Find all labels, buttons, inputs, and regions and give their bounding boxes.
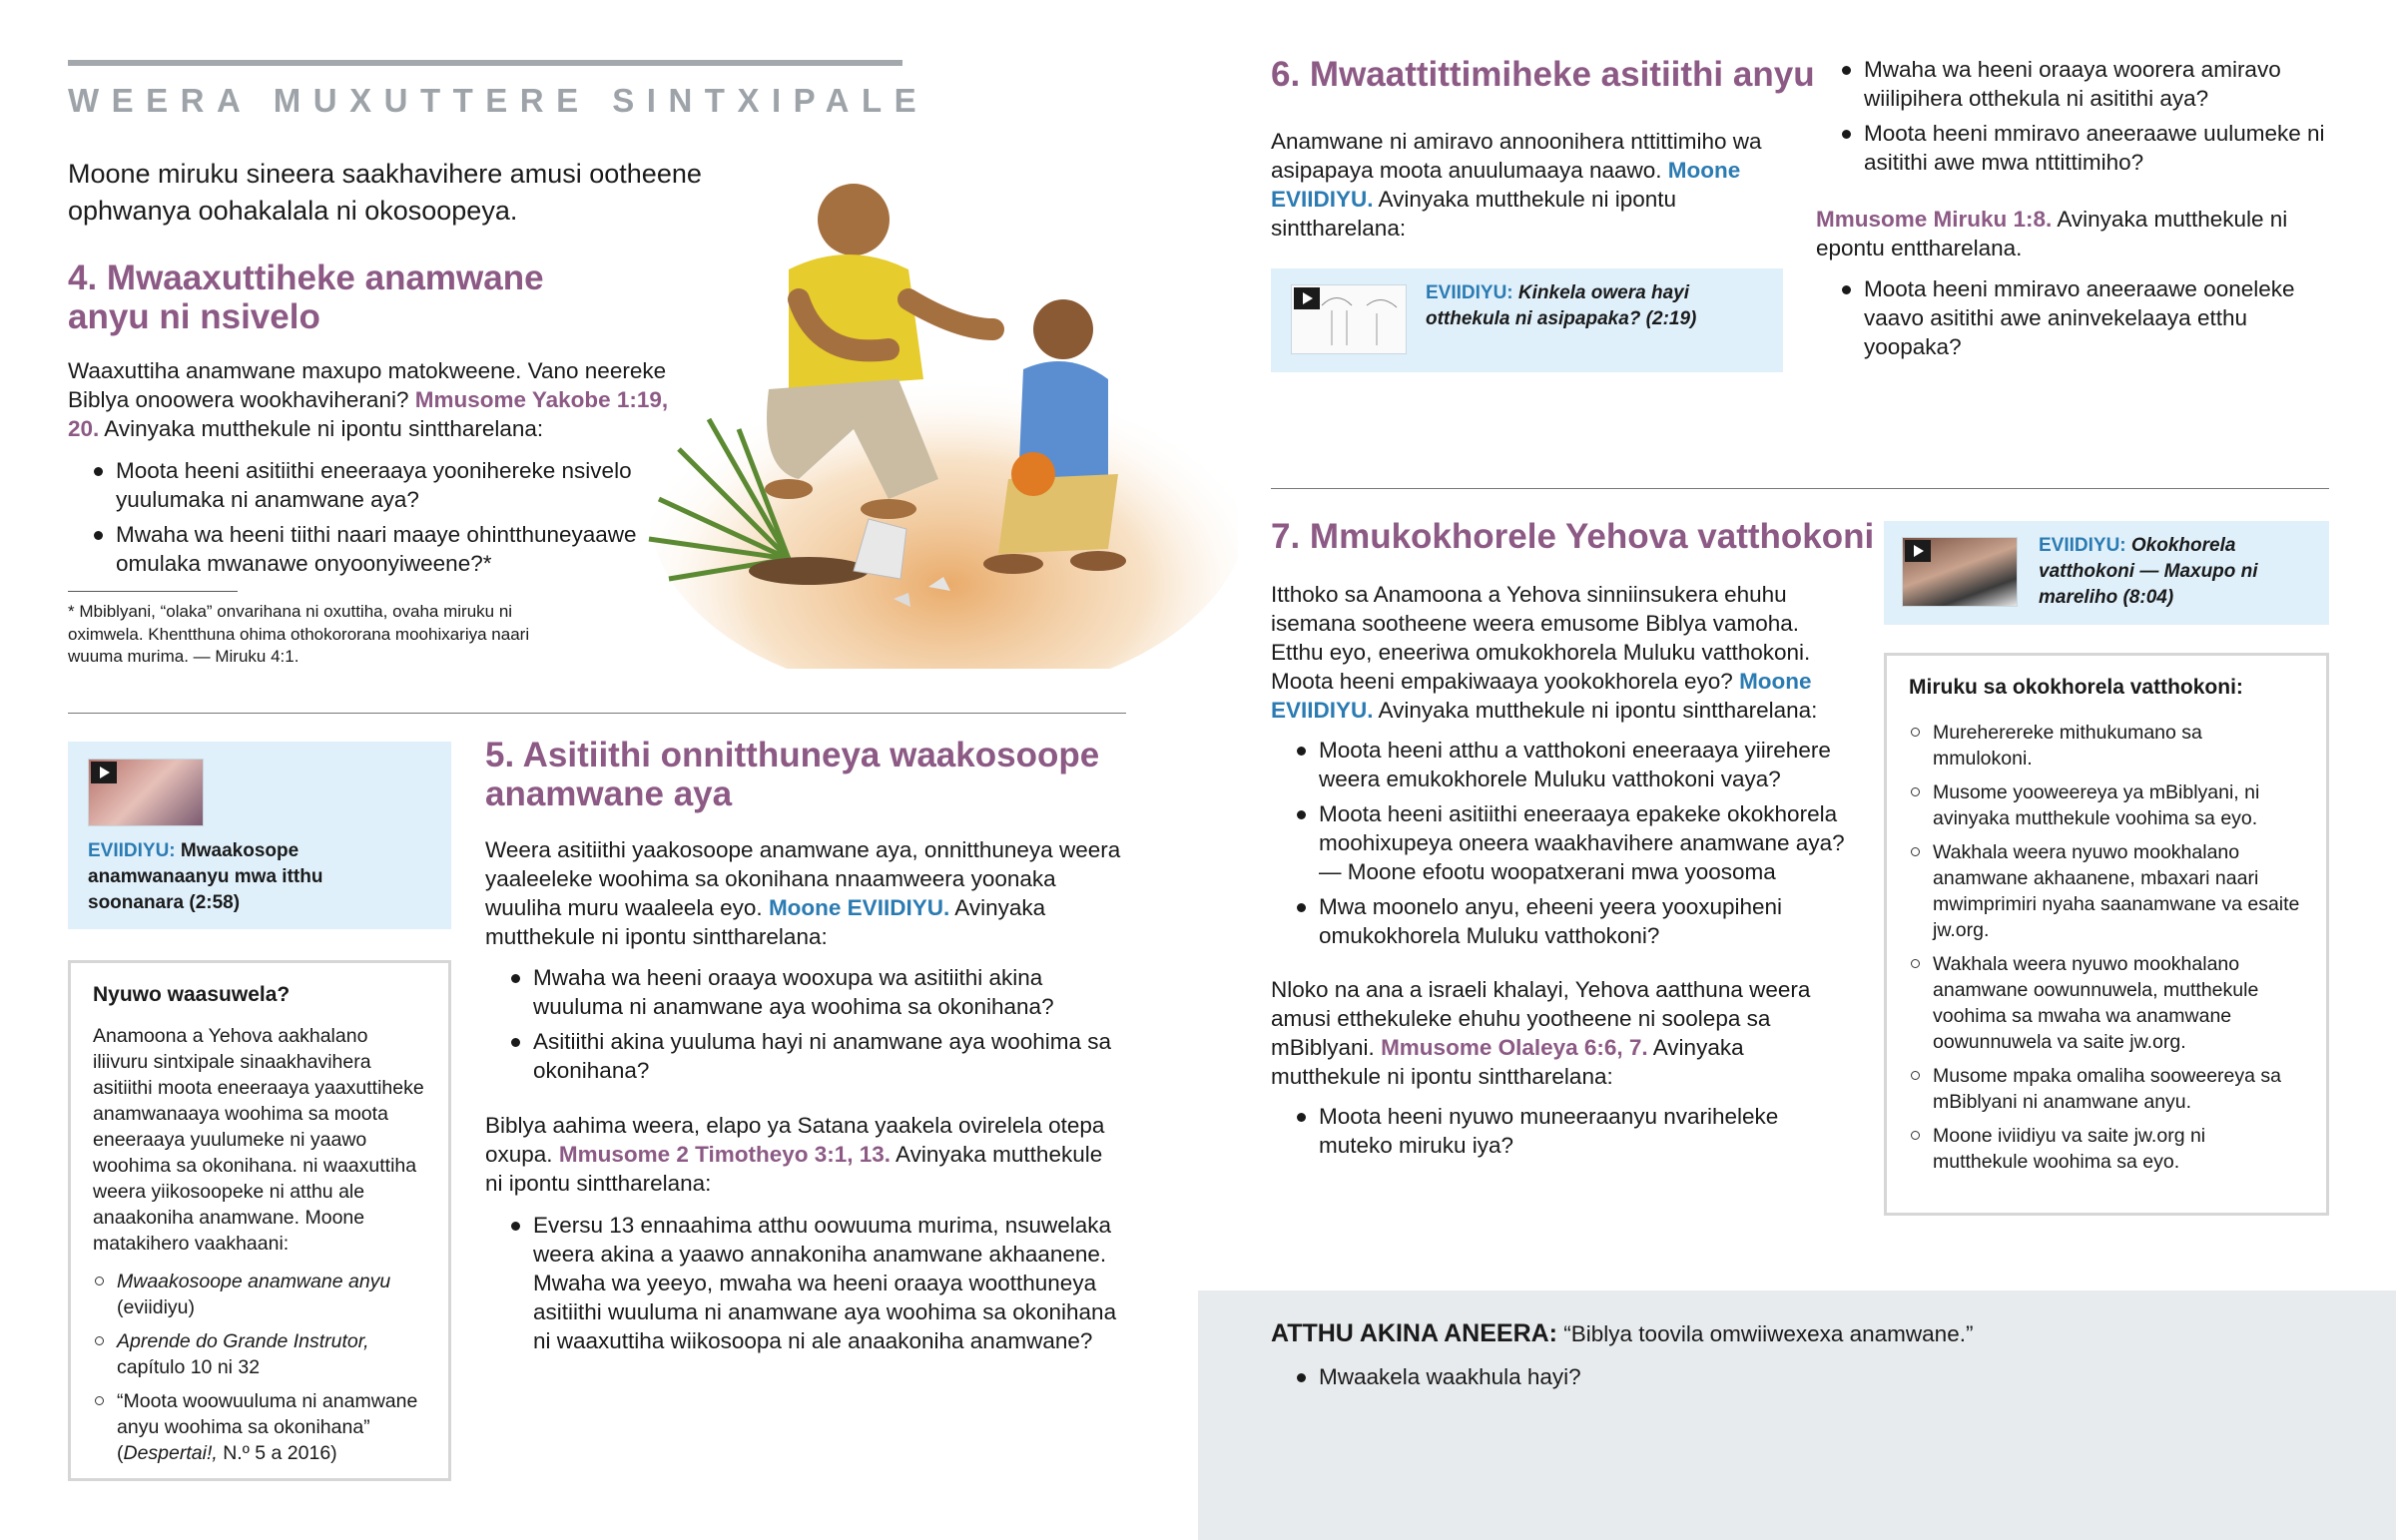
others-say-quote: “Biblya toovila omwiiwexexa anamwane.” (1563, 1321, 1974, 1346)
section-6-title: 6. Mwaattittimiheke asitiithi anyu (1271, 55, 1815, 94)
others-say-line (1271, 1317, 1973, 1350)
question-item: Moota heeni asitiithi eneeraaya yoonihereke nsivelo yuulumaka ni anamwane aya? (68, 456, 667, 514)
tip-item: Moone iviidiyu va saite jw.org ni mutthekule woohima sa eyo. (1909, 1123, 2304, 1175)
kicker-title: WEERA MUXUTTERE SINTXIPALE (68, 82, 929, 119)
scripture-ref-timotheyo[interactable]: Mmusome 2 Timotheyo 3:1, 13. (558, 1142, 892, 1167)
section-6-questions-1 (1816, 55, 2335, 183)
section-5-title-line2: anamwane aya (485, 774, 733, 813)
section-7-title: 7. Mmukokhorele Yehova vatthokoni (1271, 517, 1875, 556)
section-5-title-line1: 5. Asitiithi onnitthuneya waakosoope (485, 736, 1100, 774)
tip-item: Wakhala weera nyuwo mookhalano anamwane oowunnuwela, mutthekule voohima sa mwaha wa anamwane oowunnuwela va saite jw.org. (1909, 951, 2304, 1055)
tip-item: Musome mpaka omaliha sooweereya sa mBiblyani ni anamwane anyu. (1909, 1063, 2304, 1115)
section-5-title (485, 736, 1124, 813)
tip-item: Musome yooweereya ya mBiblyani, ni avinyaka mutthekule voohima sa eyo. (1909, 779, 2304, 831)
s4-p-line1: Waaxuttiha anamwane maxupo matokweene. Vano neereke (68, 358, 667, 383)
resource-item[interactable]: “Moota woowuuluma ni anamwane anyu woohima sa okonihana” (Despertai!, N.º 5 a 2016) (93, 1388, 426, 1466)
section-5-questions-1 (485, 963, 1124, 1091)
s4-p-line3: Avinyaka mutthekule ni ipontu sinttharelana: (104, 416, 544, 441)
resource-list (93, 1269, 426, 1466)
section-5-paragraph-2: Biblya aahima weera, elapo ya Satana yaakela ovirelela otepa oxupa. Mmusome 2 Timotheyo 3:1, 13. Avinyaka mutthekule ni ipontu sinttharelana: (485, 1113, 1105, 1196)
play-icon[interactable] (91, 762, 117, 783)
video-caption (1426, 280, 1755, 332)
section-4-title-line1: 4. Mwaaxuttiheke anamwane (68, 258, 544, 297)
play-icon[interactable] (1905, 540, 1931, 562)
section-7-questions-1 (1271, 736, 1850, 956)
video-label: EVIIDIYU: (88, 840, 176, 861)
illustration-father-son (639, 180, 1238, 669)
tips-list (1909, 720, 2304, 1175)
video-caption (88, 838, 417, 916)
section-7-paragraph-2: Nloko na ana a israeli khalayi, Yehova aatthuna weera amusi etthekuleke ehuhu yootheene ni soolepa sa mBiblyani. Mmusome Olaleya 6:6, 7. Avinyaka mutthekule ni ipontu sinttharelana: (1271, 977, 1811, 1089)
did-you-know-box (68, 960, 451, 1481)
scripture-ref-olaleya[interactable]: Mmusome Olaleya 6:6, 7. (1381, 1035, 1648, 1060)
footnote-rule (68, 591, 238, 592)
scripture-ref-yakobe-cont[interactable]: 20. (68, 416, 100, 441)
family-worship-tips-box (1884, 653, 2329, 1216)
resource-item[interactable]: Aprende do Grande Instrutor, capítulo 10 ni 32 (93, 1328, 426, 1380)
video-caption (2039, 533, 2318, 611)
watch-video-link[interactable]: Moone EVIIDIYU. (1271, 669, 1812, 723)
video-title: Okokhorela vatthokoni — Maxupo ni mareliho (8:04) (2039, 535, 2258, 608)
divider-left (68, 713, 1126, 714)
question-item: Mwaha wa heeni oraaya woorera amiravo wiilipihera otthekula ni asitithi aya? (1816, 55, 2335, 113)
question-item: Moota heeni mmiravo aneeraawe uulumeke ni asitithi awe mwa nttittimiho? (1816, 119, 2335, 177)
video-label: EVIIDIYU: (2039, 535, 2126, 556)
question-item: Moota heeni atthu a vatthokoni eneeraaya yiirehere weera emukokhorele Muluku vatthokoni vaya? (1271, 736, 1850, 793)
scripture-ref-miruku[interactable]: Mmusome Miruku 1:8. (1816, 207, 2053, 232)
question-item: Mwaha wa heeni tiithi naari maaye ohintthuneyaawe omulaka mwanawe onyoonyiweene?* (68, 520, 667, 578)
tip-item: Wakhala weera nyuwo mookhalano anamwane akhaanene, mbaxari naari mwimprimiri nyaha saanamwane va esaite jw.org. (1909, 839, 2304, 943)
section-6-ref-paragraph: Mmusome Miruku 1:8. Avinyaka mutthekule ni epontu enttharelana. (1816, 207, 2288, 260)
intro-text: Moone miruku sineera saakhavihere amusi ootheene ophwanya oohakalala ni okosoopeya. (68, 159, 702, 226)
others-say-panel (1198, 1290, 2396, 1540)
divider-right (1271, 488, 2329, 489)
question-item: Mwaha wa heeni oraaya wooxupa wa asitiithi akina wuuluma ni anamwane aya woohima sa okonihana? (485, 963, 1124, 1021)
did-you-know-text: Anamoona a Yehova aakhalano iliivuru sintxipale sinaakhavihera asitiithi moota eneeraaya yaaxuttiheke anamwanaaya woohima sa moota eneeraaya yuulumeke ni yaawo woohima sa okonihana. ni waaxuttiha weera yiikosoopeke ni atthu ale anaakoniha anamwane. Moone matakihero vaakhaani: (93, 1025, 424, 1255)
question-item: Moota heeni mmiravo aneeraawe ooneleke vaavo asitithi awe aninvekelaaya etthu yoopaka? (1816, 274, 2335, 361)
section-5-questions-2 (485, 1211, 1124, 1361)
others-say-label: ATTHU AKINA ANEERA: (1271, 1319, 1558, 1347)
floor-glow (649, 319, 1238, 669)
question-item: Moota heeni nyuwo muneeraanyu nvariheleke muteko miruku iya? (1271, 1102, 1850, 1160)
video-title: Kinkela owera hayi otthekula ni asipapaka? (2:19) (1426, 282, 1697, 329)
section-6-paragraph: Anamwane ni amiravo annoonihera nttittimiho wa asipapaya moota anuulumaaya naawo. Moone EVIIDIYU. Avinyaka mutthekule ni ipontu sinttharelana: (1271, 129, 1762, 241)
did-you-know-title: Nyuwo waasuwela? (93, 983, 291, 1006)
section-4-paragraph (68, 356, 687, 443)
watch-video-link[interactable]: Moone EVIIDIYU. (1271, 158, 1741, 212)
play-icon[interactable] (1294, 287, 1320, 309)
others-say-questions (1271, 1362, 1970, 1397)
question-item: Mwa moonelo anyu, eheeni yeera yooxupiheni omukokhorela Muluku vatthokoni? (1271, 892, 1850, 950)
section-4-title-line2: anyu ni nsivelo (68, 297, 320, 336)
section-7-paragraph-1: Itthoko sa Anamoona a Yehova sinniinsukera ehuhu isemana sootheene weera emusome Biblya vamoha. Etthu eyo, eneeriwa omukokhorela Muluku vatthokoni. Moota heeni empakiwaaya yookokhorela eyo? Moone EVIIDIYU. Avinyaka mutthekule ni ipontu sinttharelana: (1271, 582, 1818, 723)
video-thumbnail[interactable] (1902, 537, 2018, 607)
question-item: Eversu 13 ennaahima atthu oowuuma murima, nsuwelaka weera akina a yaawo annakoniha anamwane akhaanene. Mwaha wa yeeyo, mwaha wa heeni oraaya wootthuneya asitiithi wuuluma ni anamwane aya woohima sa okonihana ni waaxuttiha wiikosoopa ni ale anaakoniha anamwane? (485, 1211, 1124, 1355)
video-card-talk-with-parents[interactable] (1271, 268, 1783, 372)
video-label: EVIIDIYU: (1426, 282, 1513, 303)
question-item: Asitiithi akina yuuluma hayi ni anamwane aya woohima sa okonihana? (485, 1027, 1124, 1085)
kicker-rule (68, 60, 902, 66)
video-thumbnail[interactable] (1291, 284, 1407, 354)
video-thumbnail[interactable] (88, 759, 204, 826)
section-4-title (68, 258, 627, 336)
soil (749, 557, 869, 585)
video-title: Mwaakosope anamwanaanyu mwa itthu soonanara (2:58) (88, 840, 323, 913)
resource-item[interactable]: Mwaakosoope anamwane anyu (eviidiyu) (93, 1269, 426, 1320)
tips-title: Miruku sa okokhorela vatthokoni: (1909, 676, 2243, 699)
footnote: * Mbiblyani, “olaka” onvarihana ni oxuttiha, ovaha miruku ni oximwela. Khentthuna ohima othokororana moohixariya naari wuuma murima. — Miruku 4:1. (68, 602, 530, 666)
watch-video-link[interactable]: Moone EVIIDIYU. (768, 895, 950, 920)
tip-item: Murehererekе mithukumano sa mmulokoni. (1909, 720, 2304, 771)
video-card-protect-children[interactable] (68, 742, 451, 929)
section-5-paragraph-1: Weera asitiithi yaakosoope anamwane aya, onnitthuneya weera yaaleeleke woohima sa okonihana nnaamweera yoonaka wuuliha muru waaleela eyo. Moone EVIIDIYU. Avinyaka mutthekule ni ipontu sinttharelana: (485, 837, 1121, 949)
section-4-questions (68, 456, 667, 584)
scripture-ref-yakobe[interactable]: Mmusome Yakobe 1:19, (414, 387, 669, 412)
section-7-questions-2 (1271, 1102, 1850, 1166)
s4-p-line2: Biblya onoowera wookhaviherani? (68, 387, 409, 412)
section-6-questions-2 (1816, 274, 2335, 367)
video-card-family-worship[interactable] (1884, 521, 2329, 625)
question-item: Mwaakela waakhula hayi? (1271, 1362, 1970, 1391)
question-item: Moota heeni asitiithi eneeraaya epakeke okokhorela moohixupeya oneera waakhavihere anamwane aya? — Moone efootu woopatxerani mwa yoosoma (1271, 799, 1850, 886)
